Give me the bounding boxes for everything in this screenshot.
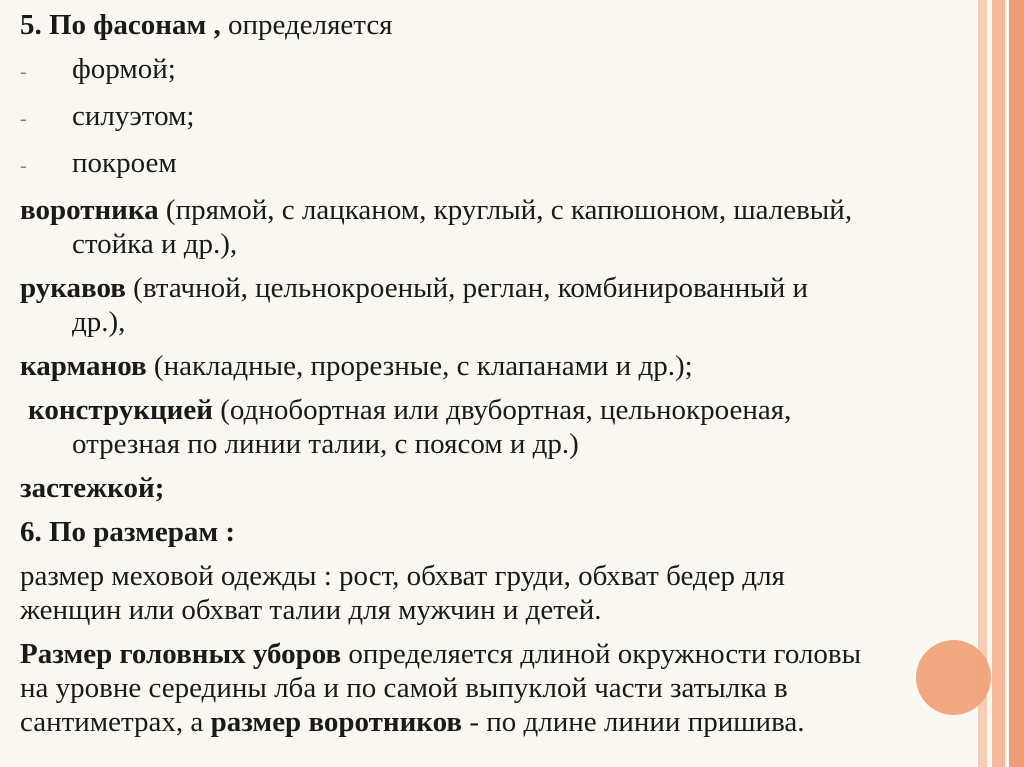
sleeve-paragraph-cont: др.),: [72, 306, 126, 338]
fastener-line: застежкой;: [20, 472, 165, 504]
heading-6: 6. По размерам :: [20, 516, 236, 548]
slide-content: [20, 8, 1005, 739]
hat-paragraph-end: сантиметрах, а размер воротников - по длине линии пришива.: [20, 706, 805, 738]
size-paragraph: размер меховой одежды : рост, обхват груди, обхват бедер для: [20, 560, 785, 592]
hat-paragraph-cont: на уровне середины лба и по самой выпуклой части затылка в: [20, 672, 788, 704]
sleeve-paragraph: рукавов (втачной, цельнокроеный, реглан, комбинированный и: [20, 272, 808, 304]
collar-paragraph: воротника (прямой, с лацканом, круглый, с капюшоном, шалевый,: [20, 194, 853, 226]
heading-5: 5. По фасонам , определяется: [20, 9, 393, 41]
dash-bullet: -: [20, 155, 27, 177]
collar-paragraph-cont: стойка и др.),: [72, 228, 238, 260]
dash-bullet: -: [20, 61, 27, 83]
construction-paragraph: конструкцией (однобортная или двубортная, цельнокроеная,: [28, 394, 792, 426]
pocket-paragraph: карманов (накладные, прорезные, с клапанами и др.);: [20, 350, 693, 382]
hat-paragraph: Размер головных уборов определяется длиной окружности головы: [20, 638, 862, 670]
size-paragraph-cont: женщин или обхват талии для мужчин и детей.: [20, 594, 602, 626]
construction-paragraph-cont: отрезная по линии талии, с поясом и др.): [72, 428, 579, 460]
dash-bullet: -: [20, 108, 27, 130]
list-item: - силуэтом;: [20, 99, 1005, 136]
list-item: - формой;: [20, 52, 1005, 89]
list-item: - покроем: [20, 146, 1005, 183]
